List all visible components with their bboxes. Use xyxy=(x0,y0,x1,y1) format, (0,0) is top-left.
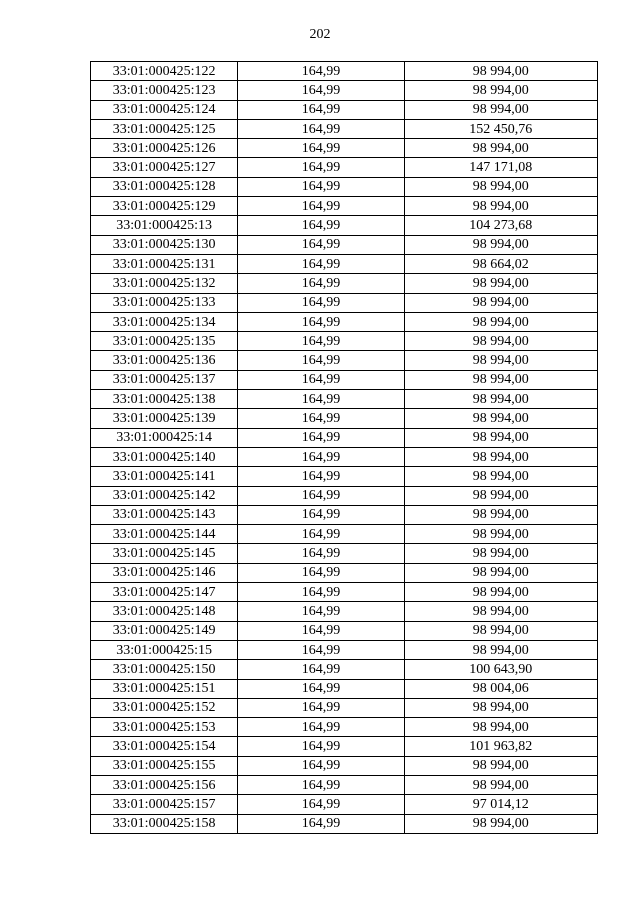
area-cell: 164,99 xyxy=(238,370,404,389)
cadastral-number-cell: 33:01:000425:150 xyxy=(91,660,238,679)
table-body xyxy=(91,62,598,834)
value-cell: 98 994,00 xyxy=(404,312,597,331)
value-cell: 98 994,00 xyxy=(404,621,597,640)
area-cell: 164,99 xyxy=(238,756,404,775)
area-cell: 164,99 xyxy=(238,81,404,100)
area-cell: 164,99 xyxy=(238,235,404,254)
cadastral-number-cell: 33:01:000425:123 xyxy=(91,81,238,100)
cadastral-number-cell: 33:01:000425:124 xyxy=(91,100,238,119)
area-cell: 164,99 xyxy=(238,698,404,717)
cadastral-number-cell: 33:01:000425:153 xyxy=(91,718,238,737)
table-row xyxy=(91,274,598,293)
table-row xyxy=(91,351,598,370)
area-cell: 164,99 xyxy=(238,505,404,524)
cadastral-number-cell: 33:01:000425:144 xyxy=(91,525,238,544)
table-row xyxy=(91,698,598,717)
value-cell: 101 963,82 xyxy=(404,737,597,756)
table-row xyxy=(91,370,598,389)
table-row xyxy=(91,660,598,679)
cadastral-number-cell: 33:01:000425:128 xyxy=(91,177,238,196)
cadastral-number-cell: 33:01:000425:137 xyxy=(91,370,238,389)
area-cell: 164,99 xyxy=(238,447,404,466)
value-cell: 98 994,00 xyxy=(404,197,597,216)
table-row xyxy=(91,81,598,100)
table-row xyxy=(91,679,598,698)
value-cell: 98 994,00 xyxy=(404,351,597,370)
area-cell: 164,99 xyxy=(238,544,404,563)
table-row xyxy=(91,467,598,486)
cadastral-number-cell: 33:01:000425:122 xyxy=(91,62,238,81)
cadastral-number-cell: 33:01:000425:132 xyxy=(91,274,238,293)
cadastral-number-cell: 33:01:000425:158 xyxy=(91,814,238,833)
table-row xyxy=(91,447,598,466)
table-row xyxy=(91,814,598,833)
cadastral-number-cell: 33:01:000425:147 xyxy=(91,583,238,602)
cadastral-number-cell: 33:01:000425:139 xyxy=(91,409,238,428)
area-cell: 164,99 xyxy=(238,525,404,544)
data-table xyxy=(90,61,598,834)
area-cell: 164,99 xyxy=(238,100,404,119)
value-cell: 98 664,02 xyxy=(404,254,597,273)
value-cell: 100 643,90 xyxy=(404,660,597,679)
value-cell: 98 994,00 xyxy=(404,583,597,602)
value-cell: 98 994,00 xyxy=(404,177,597,196)
table-row xyxy=(91,756,598,775)
area-cell: 164,99 xyxy=(238,640,404,659)
table-row xyxy=(91,795,598,814)
table-row xyxy=(91,197,598,216)
cadastral-number-cell: 33:01:000425:126 xyxy=(91,139,238,158)
cadastral-number-cell: 33:01:000425:152 xyxy=(91,698,238,717)
table-row xyxy=(91,718,598,737)
area-cell: 164,99 xyxy=(238,197,404,216)
cadastral-number-cell: 33:01:000425:131 xyxy=(91,254,238,273)
table-row xyxy=(91,390,598,409)
cadastral-number-cell: 33:01:000425:146 xyxy=(91,563,238,582)
cadastral-number-cell: 33:01:000425:134 xyxy=(91,312,238,331)
area-cell: 164,99 xyxy=(238,428,404,447)
value-cell: 98 994,00 xyxy=(404,814,597,833)
area-cell: 164,99 xyxy=(238,583,404,602)
value-cell: 98 994,00 xyxy=(404,428,597,447)
table-row xyxy=(91,139,598,158)
value-cell: 98 994,00 xyxy=(404,409,597,428)
value-cell: 98 994,00 xyxy=(404,640,597,659)
value-cell: 98 994,00 xyxy=(404,698,597,717)
value-cell: 98 994,00 xyxy=(404,62,597,81)
cadastral-number-cell: 33:01:000425:129 xyxy=(91,197,238,216)
area-cell: 164,99 xyxy=(238,660,404,679)
table-row xyxy=(91,119,598,138)
area-cell: 164,99 xyxy=(238,679,404,698)
value-cell: 98 994,00 xyxy=(404,235,597,254)
area-cell: 164,99 xyxy=(238,351,404,370)
cadastral-number-cell: 33:01:000425:125 xyxy=(91,119,238,138)
table-row xyxy=(91,177,598,196)
table-row xyxy=(91,602,598,621)
area-cell: 164,99 xyxy=(238,158,404,177)
cadastral-number-cell: 33:01:000425:151 xyxy=(91,679,238,698)
table-row xyxy=(91,563,598,582)
area-cell: 164,99 xyxy=(238,177,404,196)
table-row xyxy=(91,621,598,640)
area-cell: 164,99 xyxy=(238,119,404,138)
cadastral-number-cell: 33:01:000425:15 xyxy=(91,640,238,659)
value-cell: 98 994,00 xyxy=(404,486,597,505)
area-cell: 164,99 xyxy=(238,293,404,312)
cadastral-number-cell: 33:01:000425:14 xyxy=(91,428,238,447)
cadastral-number-cell: 33:01:000425:133 xyxy=(91,293,238,312)
cadastral-number-cell: 33:01:000425:141 xyxy=(91,467,238,486)
cadastral-number-cell: 33:01:000425:142 xyxy=(91,486,238,505)
area-cell: 164,99 xyxy=(238,139,404,158)
value-cell: 152 450,76 xyxy=(404,119,597,138)
area-cell: 164,99 xyxy=(238,814,404,833)
table-row xyxy=(91,235,598,254)
value-cell: 98 994,00 xyxy=(404,139,597,158)
cadastral-number-cell: 33:01:000425:138 xyxy=(91,390,238,409)
value-cell: 104 273,68 xyxy=(404,216,597,235)
value-cell: 98 994,00 xyxy=(404,447,597,466)
value-cell: 147 171,08 xyxy=(404,158,597,177)
table-row xyxy=(91,293,598,312)
area-cell: 164,99 xyxy=(238,62,404,81)
value-cell: 98 994,00 xyxy=(404,563,597,582)
area-cell: 164,99 xyxy=(238,737,404,756)
value-cell: 98 994,00 xyxy=(404,602,597,621)
value-cell: 98 994,00 xyxy=(404,293,597,312)
table-row xyxy=(91,640,598,659)
area-cell: 164,99 xyxy=(238,775,404,794)
area-cell: 164,99 xyxy=(238,467,404,486)
cadastral-number-cell: 33:01:000425:143 xyxy=(91,505,238,524)
value-cell: 98 994,00 xyxy=(404,81,597,100)
table-row xyxy=(91,583,598,602)
value-cell: 98 994,00 xyxy=(404,505,597,524)
cadastral-number-cell: 33:01:000425:148 xyxy=(91,602,238,621)
area-cell: 164,99 xyxy=(238,486,404,505)
area-cell: 164,99 xyxy=(238,390,404,409)
area-cell: 164,99 xyxy=(238,312,404,331)
value-cell: 98 994,00 xyxy=(404,756,597,775)
cadastral-number-cell: 33:01:000425:127 xyxy=(91,158,238,177)
table-row xyxy=(91,254,598,273)
table-row xyxy=(91,428,598,447)
cadastral-number-cell: 33:01:000425:135 xyxy=(91,332,238,351)
value-cell: 98 994,00 xyxy=(404,274,597,293)
area-cell: 164,99 xyxy=(238,409,404,428)
table-row xyxy=(91,312,598,331)
value-cell: 97 014,12 xyxy=(404,795,597,814)
value-cell: 98 994,00 xyxy=(404,332,597,351)
area-cell: 164,99 xyxy=(238,621,404,640)
area-cell: 164,99 xyxy=(238,718,404,737)
cadastral-number-cell: 33:01:000425:154 xyxy=(91,737,238,756)
table-row xyxy=(91,216,598,235)
table-row xyxy=(91,100,598,119)
value-cell: 98 994,00 xyxy=(404,525,597,544)
area-cell: 164,99 xyxy=(238,274,404,293)
table-row xyxy=(91,525,598,544)
value-cell: 98 994,00 xyxy=(404,370,597,389)
cadastral-number-cell: 33:01:000425:136 xyxy=(91,351,238,370)
value-cell: 98 994,00 xyxy=(404,718,597,737)
area-cell: 164,99 xyxy=(238,332,404,351)
value-cell: 98 994,00 xyxy=(404,390,597,409)
value-cell: 98 994,00 xyxy=(404,467,597,486)
cadastral-number-cell: 33:01:000425:13 xyxy=(91,216,238,235)
table-row xyxy=(91,486,598,505)
table-row xyxy=(91,505,598,524)
table-row xyxy=(91,62,598,81)
area-cell: 164,99 xyxy=(238,216,404,235)
cadastral-number-cell: 33:01:000425:140 xyxy=(91,447,238,466)
table-row xyxy=(91,332,598,351)
area-cell: 164,99 xyxy=(238,563,404,582)
table-row xyxy=(91,158,598,177)
area-cell: 164,99 xyxy=(238,602,404,621)
table-row xyxy=(91,409,598,428)
cadastral-number-cell: 33:01:000425:149 xyxy=(91,621,238,640)
table-row xyxy=(91,737,598,756)
value-cell: 98 994,00 xyxy=(404,544,597,563)
area-cell: 164,99 xyxy=(238,795,404,814)
page-number: 202 xyxy=(309,27,331,42)
cadastral-number-cell: 33:01:000425:156 xyxy=(91,775,238,794)
cadastral-number-cell: 33:01:000425:145 xyxy=(91,544,238,563)
value-cell: 98 994,00 xyxy=(404,775,597,794)
area-cell: 164,99 xyxy=(238,254,404,273)
cadastral-number-cell: 33:01:000425:155 xyxy=(91,756,238,775)
cadastral-number-cell: 33:01:000425:157 xyxy=(91,795,238,814)
table-row xyxy=(91,775,598,794)
cadastral-number-cell: 33:01:000425:130 xyxy=(91,235,238,254)
value-cell: 98 994,00 xyxy=(404,100,597,119)
value-cell: 98 004,06 xyxy=(404,679,597,698)
table-row xyxy=(91,544,598,563)
